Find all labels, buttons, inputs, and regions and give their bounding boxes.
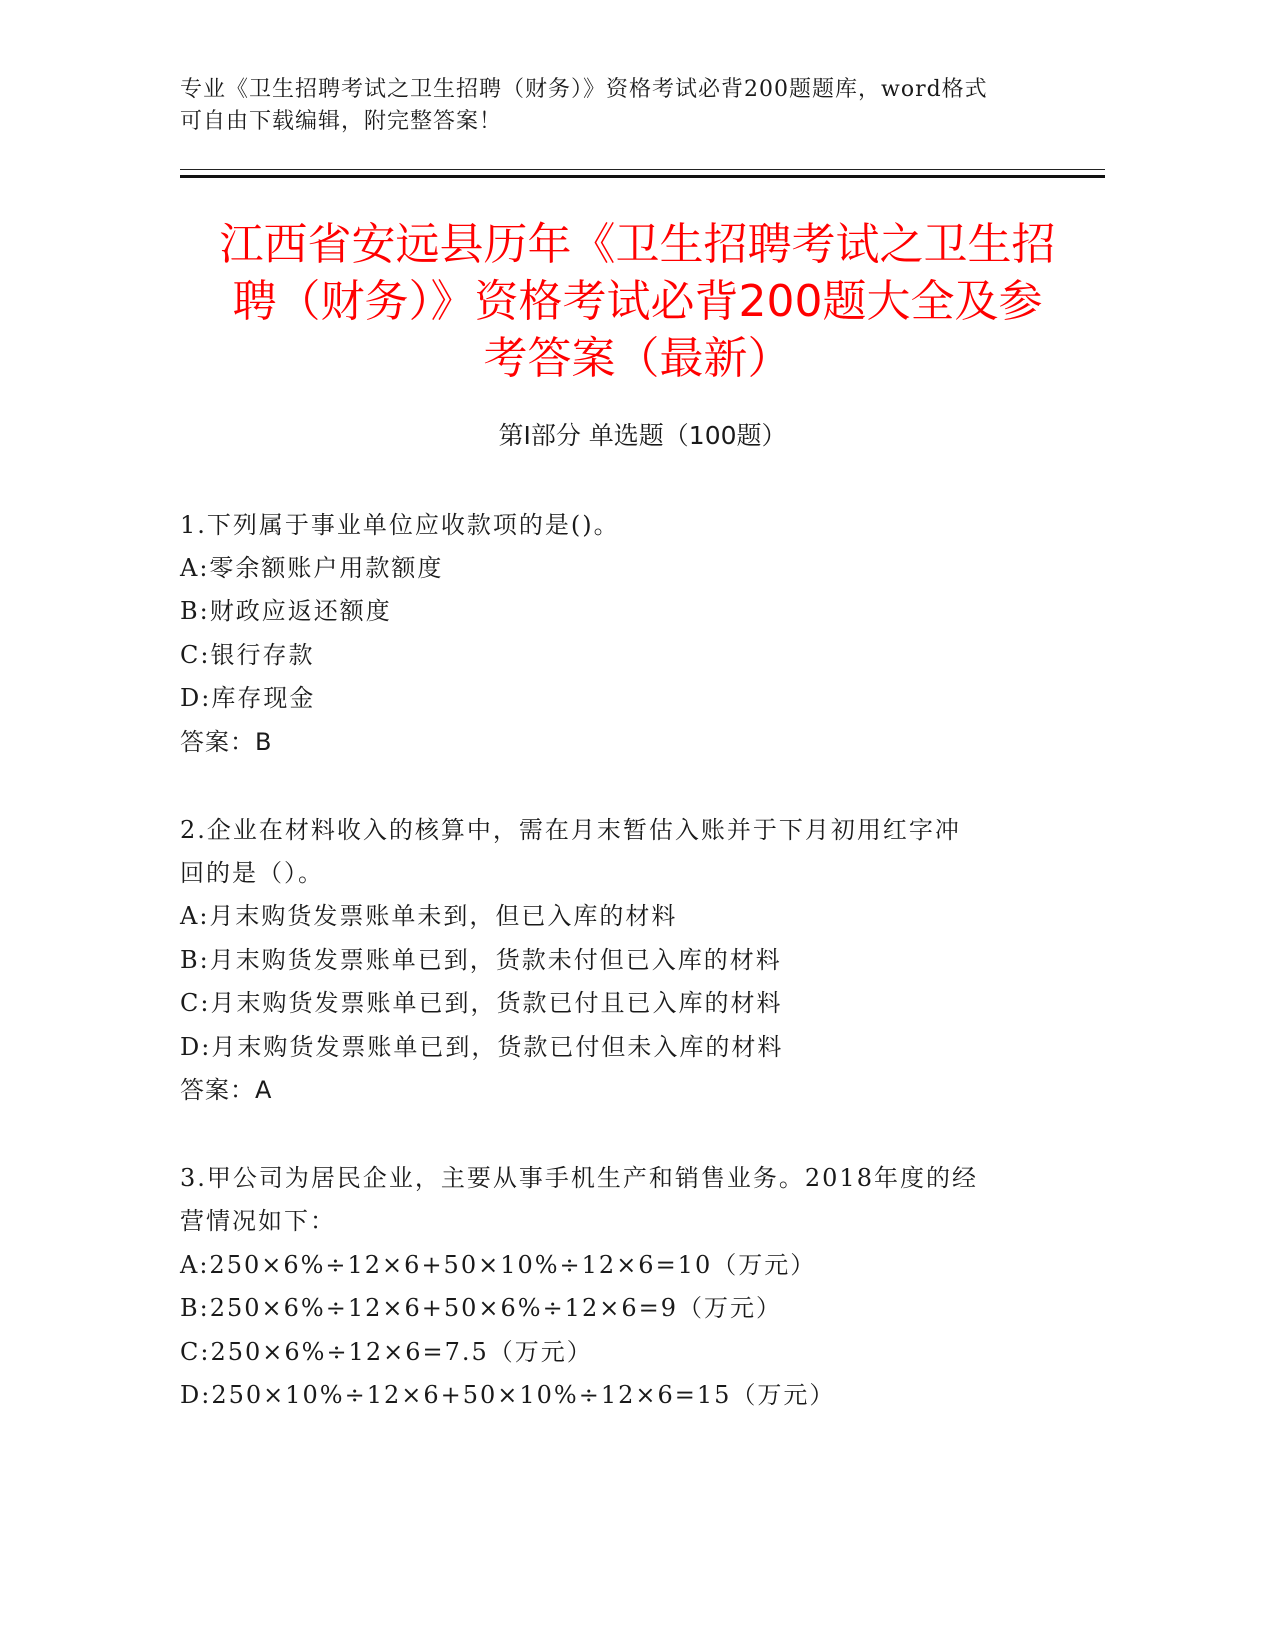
question-stem-cont: 营情况如下：	[180, 1207, 336, 1235]
option-c: C:250×6%÷12×6=7.5（万元）	[180, 1338, 593, 1366]
option-d: D:库存现金	[180, 684, 316, 712]
header-note-line2: 可自由下载编辑，附完整答案！	[180, 109, 503, 134]
header-divider-thick	[180, 175, 1105, 178]
option-a: A:250×6%÷12×6+50×10%÷12×6=10（万元）	[180, 1251, 817, 1279]
header-note-line1: 专业《卫生招聘考试之卫生招聘（财务）》资格考试必背200题题库，word格式	[180, 77, 988, 102]
header-note	[180, 74, 1060, 138]
answer-label: 答案：A	[180, 1076, 273, 1104]
option-a: A:月末购货发票账单未到，但已入库的材料	[180, 902, 678, 930]
header-divider-thin	[180, 169, 1105, 170]
option-b: B:财政应返还额度	[180, 597, 392, 625]
option-b: B:月末购货发票账单已到，货款未付但已入库的材料	[180, 946, 782, 974]
option-d: D:250×10%÷12×6+50×10%÷12×6=15（万元）	[180, 1381, 836, 1409]
question-stem-cont: 回的是（）。	[180, 859, 324, 887]
section-title: 第Ⅰ部分 单选题（100题）	[498, 421, 787, 450]
document-title-line2: 聘（财务）》资格考试必背200题大全及参	[232, 276, 1043, 327]
question-stem: 2.企业在材料收入的核算中，需在月末暂估入账并于下月初用红字冲	[180, 816, 961, 844]
answer-label: 答案：B	[180, 728, 273, 756]
option-b: B:250×6%÷12×6+50×6%÷12×6=9（万元）	[180, 1294, 782, 1322]
option-c: C:月末购货发票账单已到，货款已付且已入库的材料	[180, 989, 783, 1017]
document-title	[150, 216, 1125, 387]
question-stem: 3.甲公司为居民企业，主要从事手机生产和销售业务。2018年度的经	[180, 1164, 978, 1192]
option-c: C:银行存款	[180, 641, 315, 669]
document-title-line3: 考答案（最新）	[483, 333, 792, 384]
question-stem: 1.下列属于事业单位应收款项的是()。	[180, 511, 620, 539]
option-a: A:零余额账户用款额度	[180, 554, 444, 582]
document-title-line1: 江西省安远县历年《卫生招聘考试之卫生招	[219, 219, 1056, 270]
option-d: D:月末购货发票账单已到，货款已付但未入库的材料	[180, 1033, 784, 1061]
